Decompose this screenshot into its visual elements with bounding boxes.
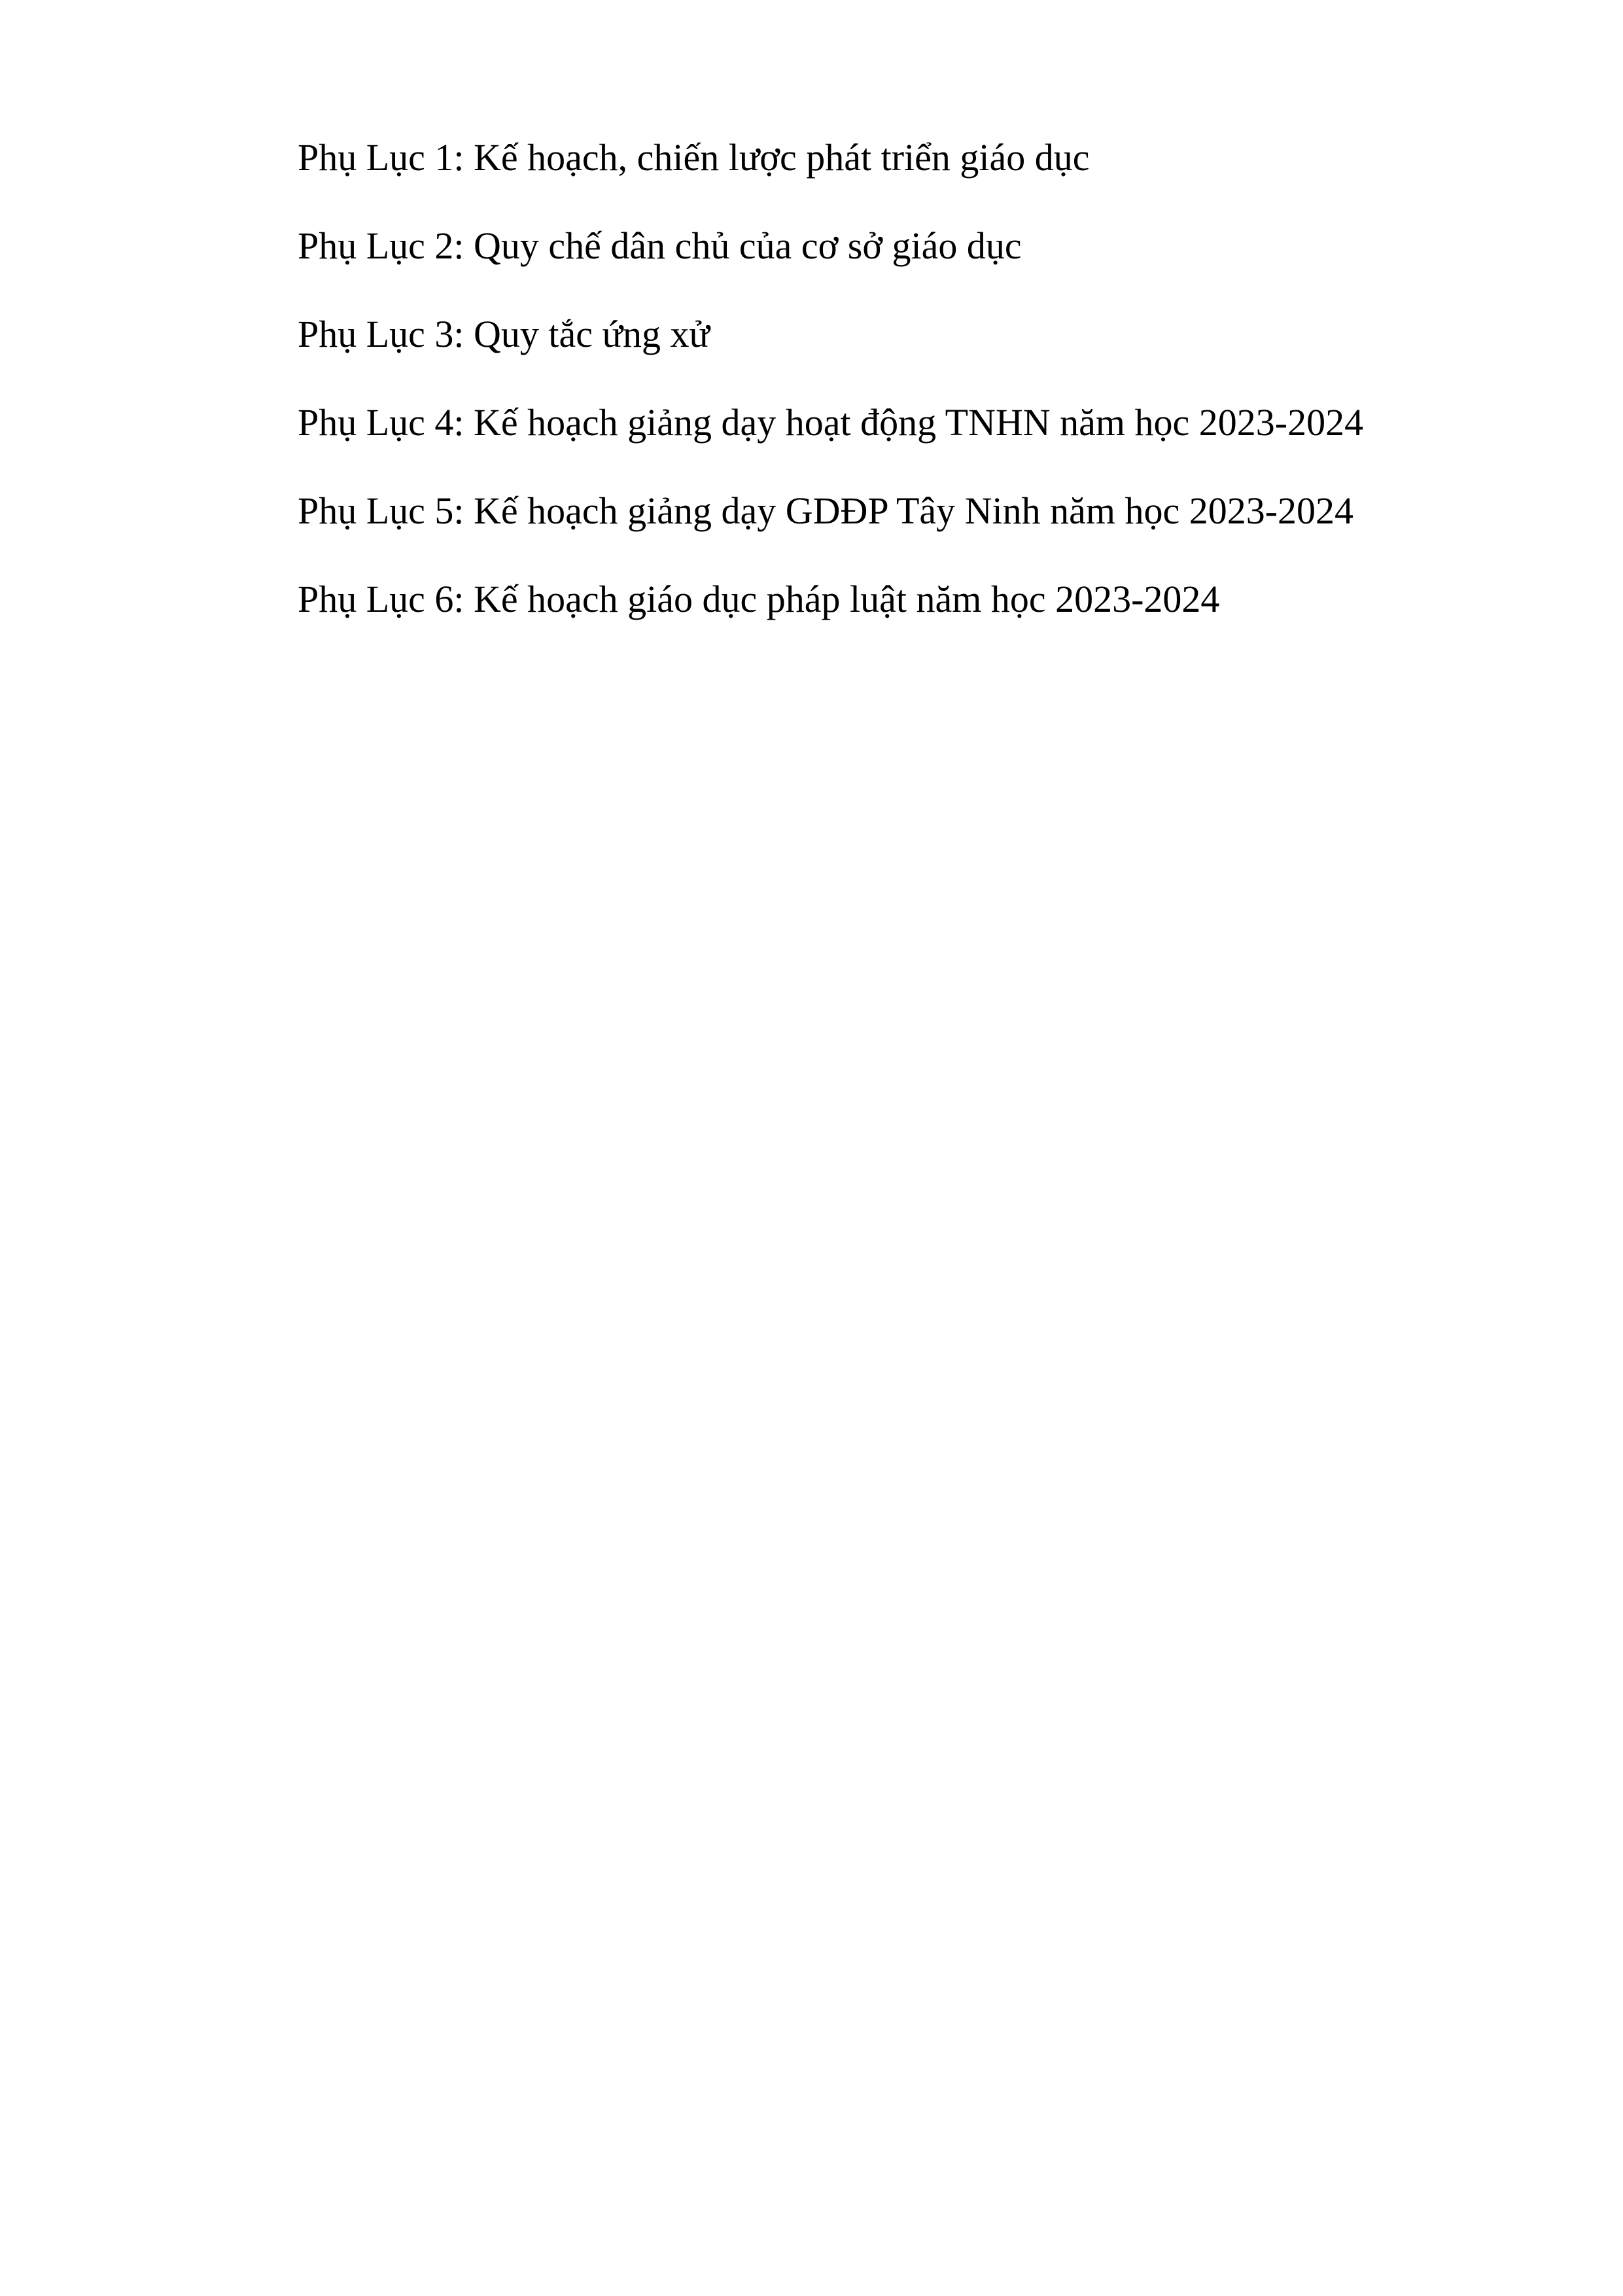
appendix-item-4: Phụ Lục 4: Kế hoạch giảng dạy hoạt động TNHN năm học 2023-2024 xyxy=(298,401,1364,444)
appendix-item-2: Phụ Lục 2: Quy chế dân chủ của cơ sở giáo dục xyxy=(298,224,1022,267)
appendix-item-6: Phụ Lục 6: Kế hoạch giáo dục pháp luật năm học 2023-2024 xyxy=(298,578,1220,620)
appendix-item-1: Phụ Lục 1: Kế hoạch, chiến lược phát triển giáo dục xyxy=(298,136,1090,179)
appendix-item-5: Phụ Lục 5: Kế hoạch giảng dạy GDĐP Tây Ninh năm học 2023-2024 xyxy=(298,489,1354,532)
appendix-list xyxy=(298,128,1363,658)
appendix-item-3: Phụ Lục 3: Quy tắc ứng xử xyxy=(298,313,710,355)
